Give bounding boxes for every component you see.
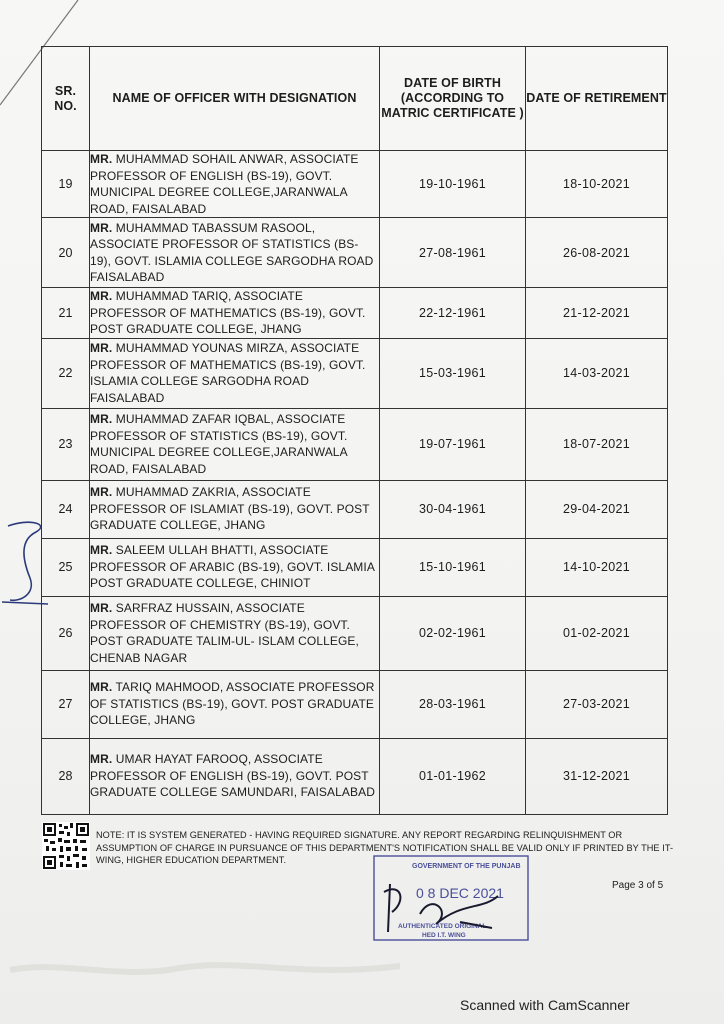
row-date-of-retirement: 14-10-2021 — [526, 538, 668, 596]
row-officer-details: SARFRAZ HUSSAIN, ASSOCIATE PROFESSOR OF CHEMISTRY (BS-19), GOVT. POST GRADUATE TALIM-UL- ISLAM COLLEGE, CHENAB NAGAR — [90, 601, 359, 665]
row-officer-name — [90, 738, 380, 814]
bleed-through-smudge — [0, 950, 420, 990]
row-officer-name — [90, 151, 380, 218]
header-sr-no: SR. NO. — [42, 47, 90, 151]
row-officer-title: MR. — [90, 412, 113, 426]
table-row — [42, 151, 668, 218]
row-officer-details: MUHAMMAD SOHAIL ANWAR, ASSOCIATE PROFESSOR OF ENGLISH (BS-19), GOVT. MUNICIPAL DEGREE COLLEGE,JARANWALA ROAD, FAISALABAD — [90, 152, 359, 216]
row-date-of-retirement: 01-02-2021 — [526, 596, 668, 670]
row-date-of-retirement: 29-04-2021 — [526, 480, 668, 538]
table-row — [42, 408, 668, 480]
table-row — [42, 338, 668, 408]
header-date-of-birth: DATE OF BIRTH (ACCORDING TO MATRIC CERTIFICATE ) — [380, 47, 526, 151]
row-officer-title: MR. — [90, 680, 113, 695]
row-date-of-birth: 15-10-1961 — [380, 538, 526, 596]
table-row — [42, 738, 668, 814]
row-date-of-retirement: 18-10-2021 — [526, 151, 668, 218]
row-sr-no: 26 — [42, 596, 90, 670]
row-sr-no: 22 — [42, 338, 90, 408]
table-row — [42, 288, 668, 339]
row-date-of-birth: 30-04-1961 — [380, 480, 526, 538]
row-date-of-birth: 22-12-1961 — [380, 288, 526, 339]
row-date-of-birth: 19-10-1961 — [380, 151, 526, 218]
system-generated-note: NOTE: IT IS SYSTEM GENERATED - HAVING REQUIRED SIGNATURE. ANY REPORT REGARDING RELINQUISHMENT OR ASSUMPTION OF CHARGE IN PURSUANCE OF THIS DEPARTMENT'S NOTIFICATION SHALL BE VALID ONLY IF PRINTED BY THE IT-WING, HIGHER EDUCATION DEPARTMENT. — [96, 830, 674, 865]
authentication-stamp — [372, 852, 530, 944]
row-date-of-retirement: 27-03-2021 — [526, 670, 668, 738]
handwritten-margin-mark — [0, 518, 60, 618]
row-officer-details: MUHAMMAD TARIQ, ASSOCIATE PROFESSOR OF MATHEMATICS (BS-19), GOVT. POST GRADUATE COLLEGE, JHANG — [90, 289, 366, 336]
svg-text:AUTHENTICATED ORIGINAL: AUTHENTICATED ORIGINAL — [398, 923, 487, 930]
row-date-of-retirement: 18-07-2021 — [526, 408, 668, 480]
row-sr-no: 21 — [42, 288, 90, 339]
row-officer-title: MR. — [90, 220, 113, 235]
table-row — [42, 218, 668, 288]
row-date-of-retirement: 14-03-2021 — [526, 338, 668, 408]
header-date-of-retirement: DATE OF RETIREMENT — [526, 47, 668, 151]
row-officer-details: TARIQ MAHMOOD, ASSOCIATE PROFESSOR OF STATISTICS (BS-19), GOVT. POST GRADUATE COLLEGE, JHANG — [90, 680, 375, 728]
row-date-of-birth: 19-07-1961 — [380, 408, 526, 480]
page-number: Page 3 of 5 — [612, 880, 664, 891]
row-sr-no: 28 — [42, 738, 90, 814]
row-date-of-birth: 15-03-1961 — [380, 338, 526, 408]
row-officer-details: MUHAMMAD TABASSUM RASOOL, ASSOCIATE PROFESSOR OF STATISTICS (BS-19), GOVT. ISLAMIA COLLEGE SARGODHA ROAD FAISALABAD — [90, 220, 374, 284]
row-officer-title: MR. — [90, 152, 113, 166]
table-header-row — [42, 47, 668, 151]
row-officer-name — [90, 538, 380, 596]
row-officer-name — [90, 338, 380, 408]
row-officer-name — [90, 596, 380, 670]
camscanner-watermark: Scanned with CamScanner — [460, 997, 630, 1013]
row-officer-title: MR. — [90, 543, 113, 558]
row-sr-no: 25 — [42, 538, 90, 596]
table-row — [42, 596, 668, 670]
row-officer-name — [90, 288, 380, 339]
table-row — [42, 670, 668, 738]
row-date-of-birth: 01-01-1962 — [380, 738, 526, 814]
row-officer-name — [90, 480, 380, 538]
row-officer-title: MR. — [90, 485, 113, 500]
row-date-of-birth: 28-03-1961 — [380, 670, 526, 738]
row-sr-no: 19 — [42, 151, 90, 218]
svg-text:HED I.T. WING: HED I.T. WING — [422, 932, 466, 939]
row-officer-details: SALEEM ULLAH BHATTI, ASSOCIATE PROFESSOR OF ARABIC (BS-19), GOVT. ISLAMIA POST GRADUATE COLLEGE, CHINIOT — [90, 543, 375, 591]
row-sr-no: 27 — [42, 670, 90, 738]
row-officer-title: MR. — [90, 601, 113, 615]
row-officer-details: UMAR HAYAT FAROOQ, ASSOCIATE PROFESSOR OF ENGLISH (BS-19), GOVT. POST GRADUATE COLLEGE SAMUNDARI, FAISALABAD — [90, 752, 375, 800]
qr-code-icon — [42, 822, 90, 870]
row-officer-title: MR. — [90, 289, 113, 303]
table-row — [42, 538, 668, 596]
row-officer-title: MR. — [90, 752, 113, 767]
row-officer-details: MUHAMMAD YOUNAS MIRZA, ASSOCIATE PROFESSOR OF MATHEMATICS (BS-19), GOVT. ISLAMIA COLLEGE SARGODHA ROAD FAISALABAD — [90, 341, 366, 405]
table-row — [42, 480, 668, 538]
row-date-of-birth: 27-08-1961 — [380, 218, 526, 288]
row-officer-details: MUHAMMAD ZAFAR IQBAL, ASSOCIATE PROFESSOR OF STATISTICS (BS-19), GOVT. MUNICIPAL DEGREE COLLEGE,JARANWALA ROAD, FAISALABAD — [90, 412, 348, 476]
row-officer-title: MR. — [90, 341, 113, 355]
header-officer-name: NAME OF OFFICER WITH DESIGNATION — [90, 47, 380, 151]
row-officer-name — [90, 218, 380, 288]
svg-text:0 8 DEC 2021: 0 8 DEC 2021 — [416, 885, 504, 901]
row-officer-name — [90, 670, 380, 738]
row-officer-name — [90, 408, 380, 480]
row-date-of-retirement: 21-12-2021 — [526, 288, 668, 339]
svg-text:GOVERNMENT OF THE PUNJAB: GOVERNMENT OF THE PUNJAB — [412, 863, 521, 870]
row-sr-no: 23 — [42, 408, 90, 480]
row-date-of-retirement: 26-08-2021 — [526, 218, 668, 288]
row-date-of-retirement: 31-12-2021 — [526, 738, 668, 814]
officers-table — [41, 46, 668, 815]
row-sr-no: 24 — [42, 480, 90, 538]
row-sr-no: 20 — [42, 218, 90, 288]
row-officer-details: MUHAMMAD ZAKRIA, ASSOCIATE PROFESSOR OF ISLAMIAT (BS-19), GOVT. POST GRADUATE COLLEGE, JHANG — [90, 485, 370, 533]
row-date-of-birth: 02-02-1961 — [380, 596, 526, 670]
